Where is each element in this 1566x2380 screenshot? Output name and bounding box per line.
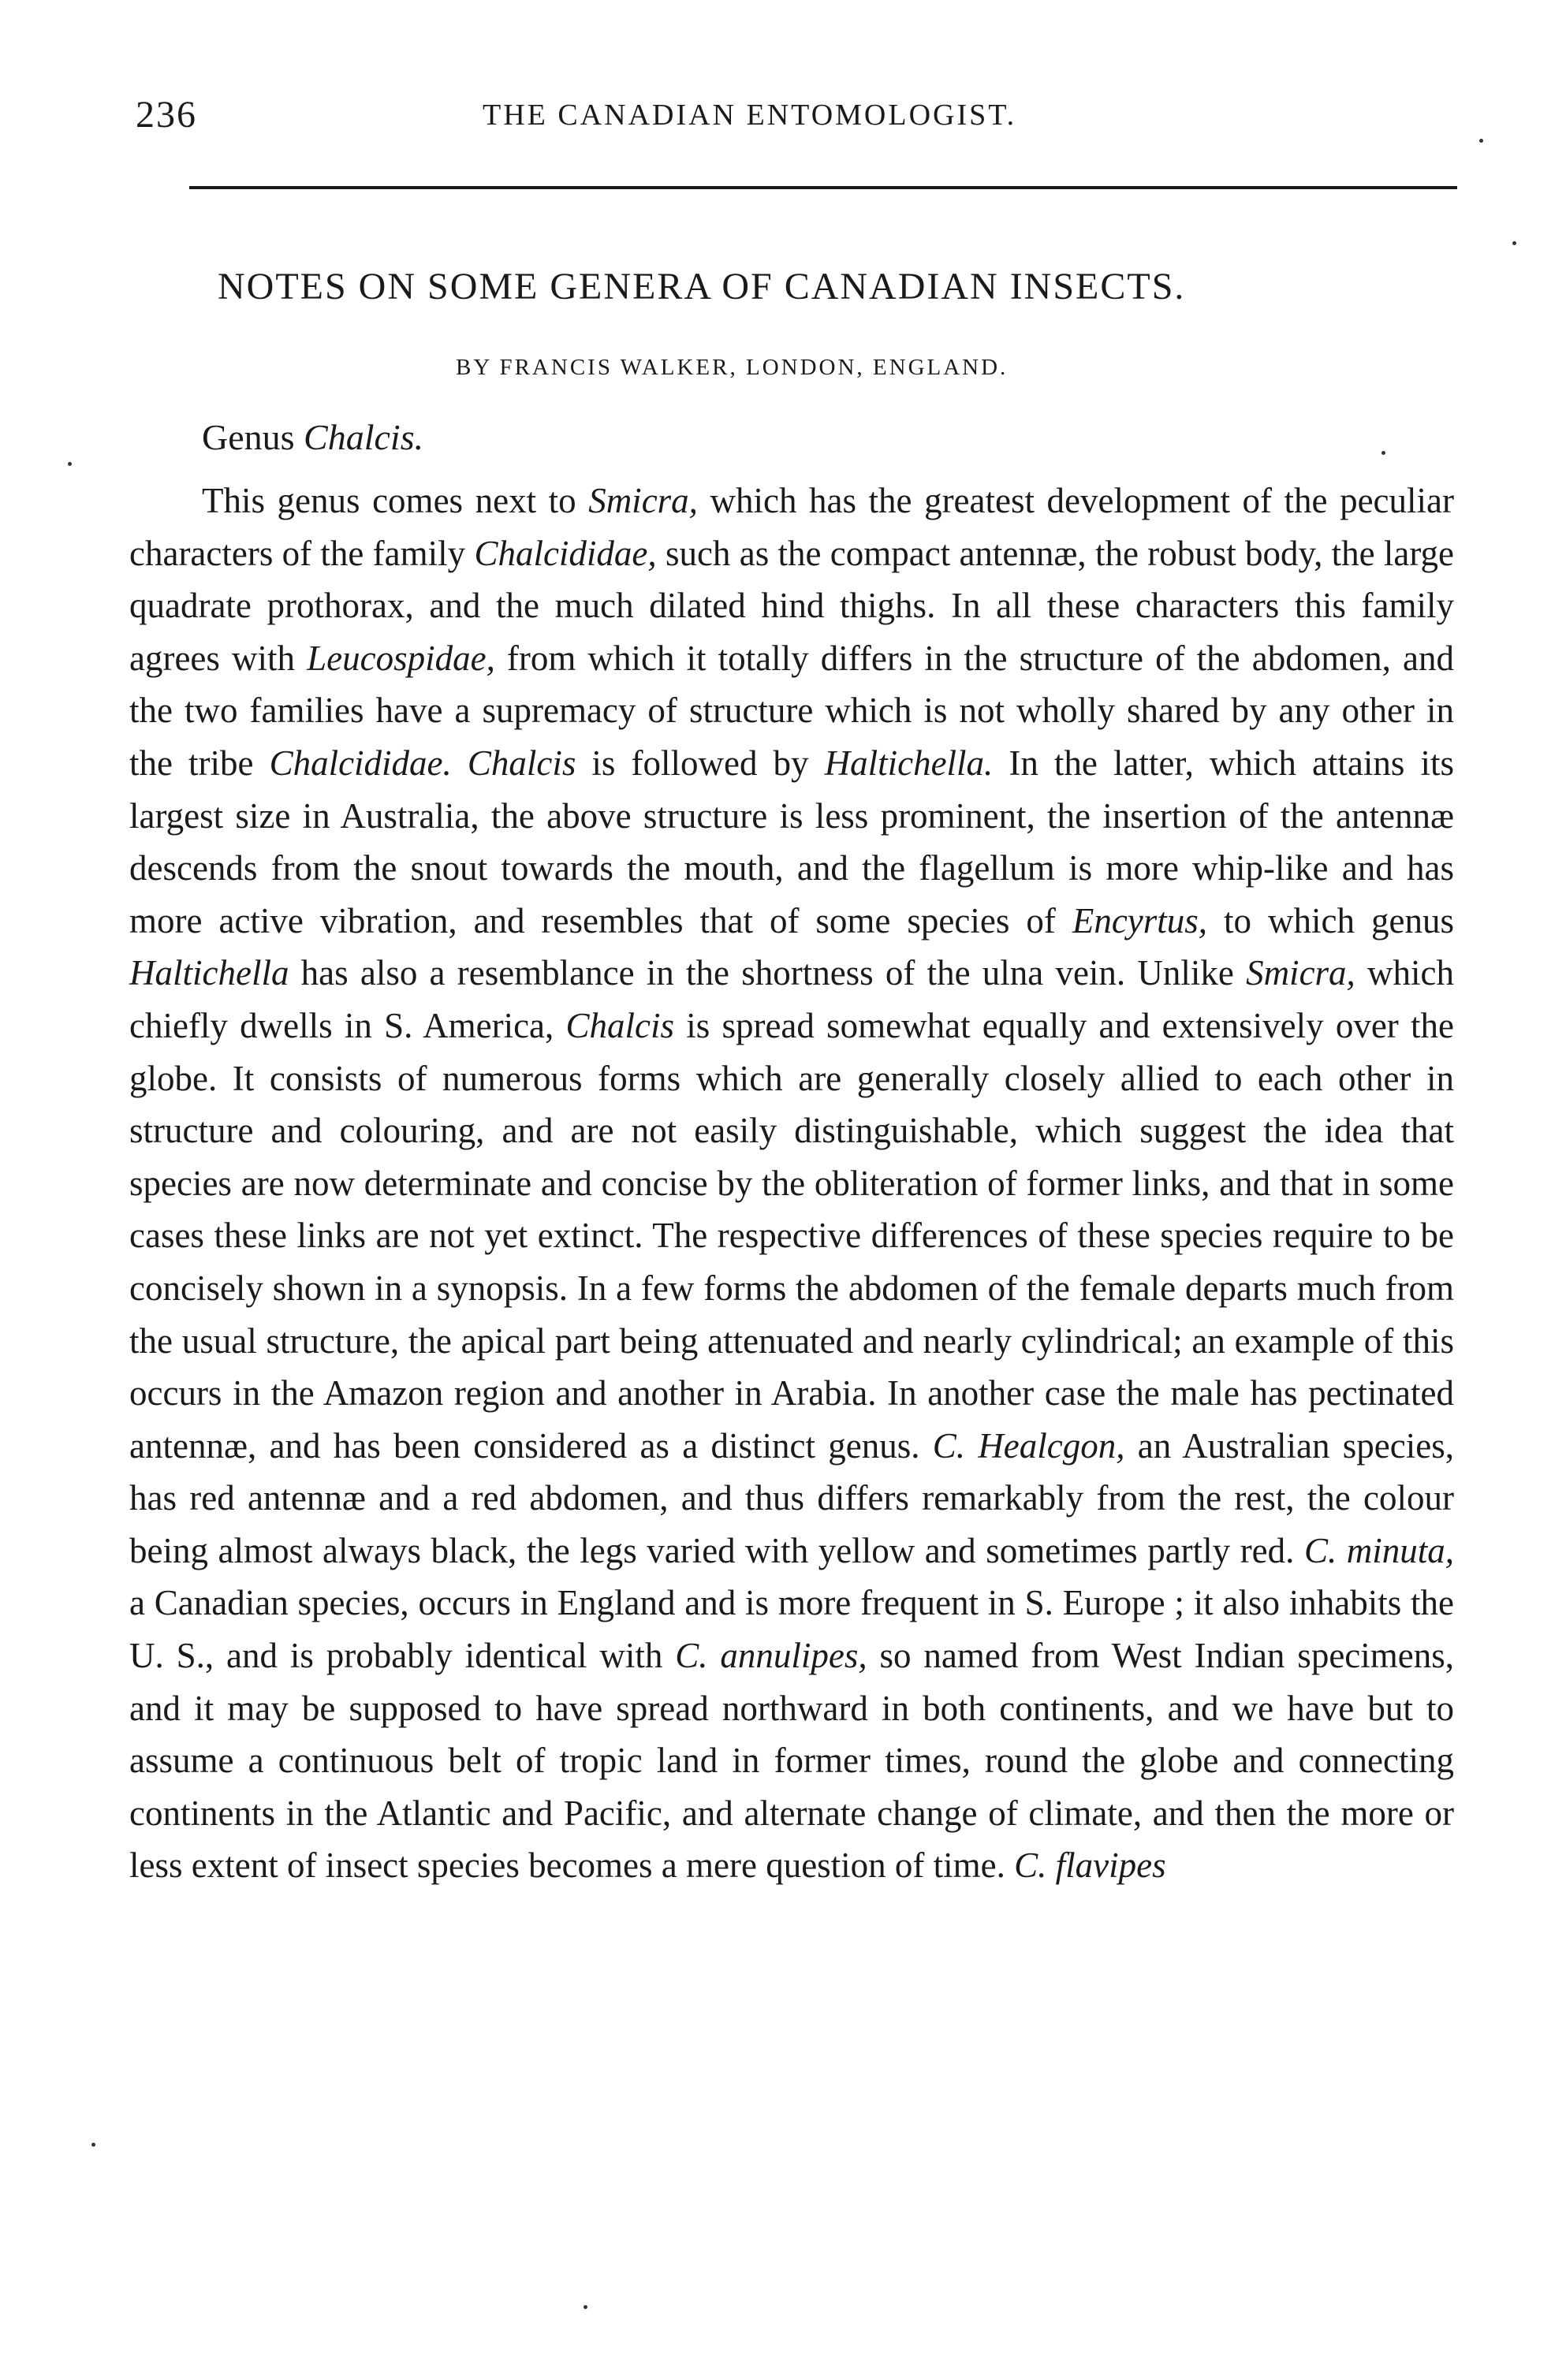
italic-taxon-run: Chalcis bbox=[467, 743, 576, 783]
header-rule bbox=[189, 186, 1457, 189]
italic-taxon-run: C. annulipes, bbox=[675, 1636, 867, 1676]
print-speck bbox=[584, 2305, 587, 2309]
italic-taxon-run: Leucospidae, bbox=[307, 638, 495, 678]
genus-prefix: Genus bbox=[202, 417, 304, 457]
italic-taxon-run: Haltichella bbox=[129, 953, 289, 993]
print-speck bbox=[68, 462, 72, 466]
italic-taxon-run: Haltichella. bbox=[824, 743, 994, 783]
page-number: 236 bbox=[136, 94, 197, 136]
italic-taxon-run: C. minuta, bbox=[1303, 1530, 1454, 1570]
italic-taxon-run: Chalcis bbox=[565, 1005, 674, 1045]
italic-taxon-run: Smicra, bbox=[588, 481, 698, 520]
print-speck bbox=[91, 2143, 95, 2147]
italic-taxon-run: Chalcididae, bbox=[474, 533, 657, 573]
italic-taxon-run: Chalcididae. bbox=[269, 743, 452, 783]
print-speck bbox=[1512, 241, 1516, 245]
italic-taxon-run: C. flavipes bbox=[1014, 1846, 1166, 1886]
text-run: is followed by bbox=[576, 743, 825, 783]
text-run: a Canadian species, occurs in England and is more frequent in S. Europe ; it also inhabits the U. S., and is probably identical with bbox=[129, 1583, 1454, 1676]
print-speck bbox=[1479, 139, 1483, 143]
text-run: which has the greatest development of the peculiar characters of the family bbox=[129, 481, 1454, 573]
text-run: which chiefly dwells in S. America, bbox=[129, 953, 1454, 1045]
genus-name: Chalcis. bbox=[304, 417, 424, 457]
genus-heading bbox=[202, 416, 423, 458]
italic-taxon-run: Smicra, bbox=[1246, 953, 1355, 993]
body-paragraph bbox=[129, 475, 1454, 1892]
text-run: In the latter, which attains its largest size in Australia, the above structure is less prominent, the insertion of the antennæ descends from the snout towards the mouth, and the flagellum is more whip-like and has more active vibration, and resembles that of some species of bbox=[129, 743, 1454, 940]
italic-taxon-run: C. Healcgon, bbox=[932, 1425, 1125, 1466]
text-run: has also a resemblance in the shortness of the ulna vein. Unlike bbox=[289, 953, 1247, 993]
text-run: is spread somewhat equally and extensively over the globe. It consists of numerous forms which are generally closely allied to each other in structure and colouring, and are not easily distinguishable, which suggest the idea that species are now determinate and concise by the obliteration of former links, and that in some cases these links are not yet extinct. The respective differences of these species require to be concisely shown in a synopsis. In a few forms the abdomen of the female departs much from the usual structure, the apical part being attenuated and nearly cylindrical; an example of this occurs in the Amazon region and another in Arabia. In another case the male has pectinated antennæ, and has been considered as a distinct genus. bbox=[129, 1005, 1454, 1466]
text-run: This genus comes next to bbox=[202, 481, 589, 520]
running-head bbox=[136, 93, 1460, 140]
text-run: so named from West Indian specimens, and it may be supposed to have spread northward in both continents, and we have but to assume a continuous belt of tropic land in former times, round the globe and connecting continents in the Atlantic and Pacific, and alternate change of climate, and then the more or less extent of insect species becomes a mere question of time. bbox=[129, 1636, 1455, 1886]
text-run: such as the compact antennæ, the robust body, the large quadrate prothorax, and the much dilated hind thighs. In all these characters this family agrees with bbox=[129, 533, 1455, 678]
byline: BY FRANCIS WALKER, LONDON, ENGLAND. bbox=[456, 355, 1009, 380]
print-speck bbox=[1381, 451, 1385, 455]
text-run: to which genus bbox=[1207, 900, 1454, 940]
text-run bbox=[452, 743, 468, 783]
italic-taxon-run: Encyrtus, bbox=[1072, 900, 1208, 940]
text-run: an Australian species, has red antennæ and a red abdomen, and thus differs remarkably from the rest, the colour being almost always black, the legs varied with yellow and sometimes partly red. bbox=[129, 1425, 1454, 1570]
text-run: from which it totally differs in the structure of the abdomen, and the two families have a supremacy of structure which is not wholly shared by any other in the tribe bbox=[129, 638, 1454, 783]
article-title: NOTES ON SOME GENERA OF CANADIAN INSECTS. bbox=[218, 266, 1186, 307]
running-title: THE CANADIAN ENTOMOLOGIST. bbox=[483, 99, 1017, 132]
